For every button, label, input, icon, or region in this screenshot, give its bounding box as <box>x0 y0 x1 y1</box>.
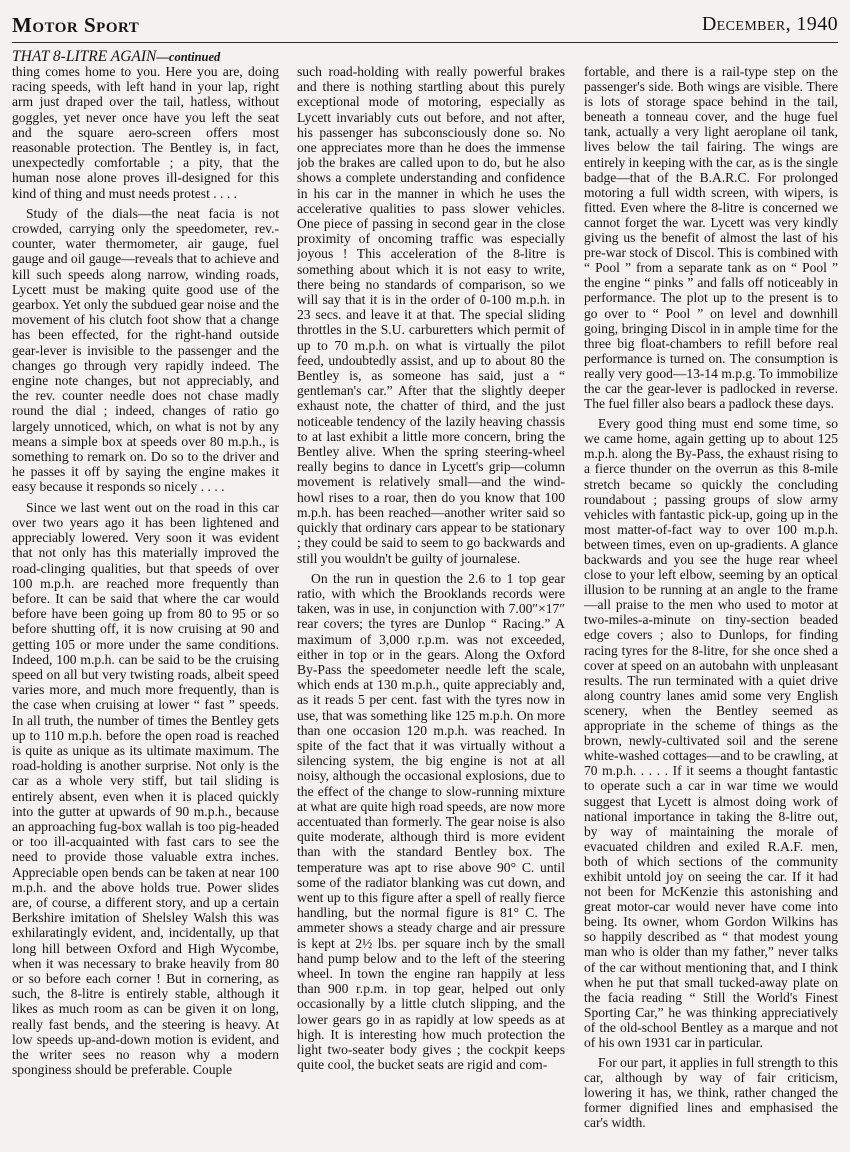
paragraph: Every good thing must end some time, so we came home, again getting up to about 125 m.p.h. along the By-Pass, the exhaust rising to a fierce thunder on the overrun as this 8-mile stretch became so quickly the concluding roundabout ; passing groups of slow army vehicles with fantastic pick-up, going up in the most matter-of-fact way to over 100 m.p.h. between times, even on up-gradients. A glance backwards and you see the huge rear wheel close to your left elbow, seeming by an optical illusion to be running at an angle to the frame—all praise to the men who used to motor at two-miles-a-minute on tiny-section beaded edge covers ; also to Dunlops, for finding racing tyres for the 8-litre, for she once shed a cover at speed on an autobahn with unpleasant results. The run terminated with a quiet drive along country lanes amid some very English scenery, when the Bentley seemed as appropriate in the scheme of things as the brown, newly-cultivated soil and the serene white-washed cottages—and to be crawling, at 70 m.p.h. . . . . If it seems a thought fantastic to operate such a car in war time we would suggest that Lycett is almost doing work of national importance in taking the 8-litre out, by way of maintaining the morale of evacuated children and exiled R.A.F. men, both of which sections of the community exhibit untold joy on seeing the car. If it had not been for McKenzie this astonishing and great motor-car would never have come into being. Its owner, whom Gordon Wilkins has so happily described as “ that modest young man who is older than my father,” never talks of the car without mentioning that, and I think when he put that small tucked-away plate on the facia reading “ Still the World's Finest Sporting Car,” he was thinking appreciatively of the old-school Bentley as a marque and not of his own 1931 car in particular. <box>584 416 838 1050</box>
paragraph: For our part, it applies in full strength to this car, although by way of fair criticism, lowering it has, we think, rather changed the former dignified lines and emphasised the car's width. <box>584 1055 838 1131</box>
paragraph: fortable, and there is a rail-type step on the passenger's side. Both wings are visible. There is lots of storage space behind in the tail, beneath a tonneau cover, and the huge fuel tank, actually a very light aeroplane oil tank, lives below the tail fairing. The wings are entirely in keeping with the car, as is the single badge—that of the B.A.R.C. For prolonged motoring a full width screen, with wipers, is fitted. Even where the 8-litre is concerned we cannot forget the war. Lycett was very kindly giving us the benefit of almost the last of his pre-war stock of Discol. This is combined with “ Pool ” from a separate tank as on “ Pool ” the engine “ pinks ” and falls off noticeably in performance. The plot up to the present is to go over to “ Pool ” on level and downhill going, bringing Discol in in ample time for the three big float-chambers to refill before real performance is turned on. The consumption is really very good—13-14 m.p.g. To immobilize the car the gear-lever is padlocked in reverse. The fuel filler also bears a padlock these days. <box>584 64 838 412</box>
page-header <box>12 8 838 43</box>
issue-date: December, 1940 <box>701 13 838 35</box>
paragraph: such road-holding with really powerful brakes and there is nothing startling about this purely exceptional mode of motoring, especially as Lycett invariably cuts out before, and not after, his passenger has subconsciously done so. No one appreciates more than he does the immense job the brakes are called upon to do, but he also shows a complete understanding and confidence in his car in the manner in which he uses the accelerative qualities to pass slower vehicles. One piece of passing in second gear in the close proximity of oncoming traffic was especially joyous ! This acceleration of the 8-litre is something about which it is not easy to write, there being no standards of comparison, so we will say that it is in the order of 0-100 m.p.h. in 23 secs. and leave it at that. The special sliding throttles in the S.U. carburetters which permit of up to 70 m.p.h. on what is virtually the pilot feed, undoubtedly assist, and up to about 80 the Bentley is, as someone has said, just a “ gentleman's car.” After that the slightly deeper exhaust note, the chatter of third, and the just noticeable tendency of the lazily heaving chassis to at last exhibit a little more concern, bring the Bentley alive. When the spring steering-wheel really begins to dance in Lycett's grip—column movement is relatively small—and the wind-howl rises to a roar, then do you know that 100 m.p.h. has been reached—another writer said so quickly that ordinary cars appear to be stationary ; they could be said to seem to go backwards and still you wouldn't be guilty of journalese. <box>297 64 565 566</box>
article-title-text: THAT 8-LITRE AGAIN <box>12 48 157 65</box>
text-column-1 <box>12 64 279 1146</box>
paragraph: Since we last went out on the road in this car over two years ago it has been lightened and appreciably lowered. Very soon it was evident that not only has this materially improved the road-clinging qualities, but that speeds of over 100 m.p.h. are reached more frequently than before. It can be said that where the car would before have been going up from 80 to 95 or so before shutting off, it is now cruising at 90 and getting 105 or more under the same conditions. Indeed, 100 m.p.h. can be said to be the cruising speed on all but very twisting roads, albeit speed varies more, and much more frequently, than is the case when cruising at lower “ fast ” speeds. In all truth, the number of times the Bentley gets up to 110 m.p.h. before the open road is reached is quite as unique as its ultimate maximum. The road-holding is another surprise. Not only is the car as a whole very stiff, but tail sliding is entirely absent, even when it is placed quickly into the gutter at upwards of 90 m.p.h., because an approaching fug-box wallah is too pig-headed or too ill-acquainted with fast cars to see the need to provide those valuable extra inches. Appreciable open bends can be taken at near 100 m.p.h. and the above holds true. Power slides are, of course, a different story, and up a certain Berkshire imitation of Shelsley Walsh this was exhilaratingly evident, and, incidentally, up that long hill between Oxford and High Wycombe, when it was necessary to brake heavily from 80 or so before each corner ! But in cornering, as such, the 8-litre is entirely stable, although it likes as much room as can be given it on long, really fast bends, and the steering is heavy. At low speeds up-and-down motion is evident, and the writer sees no reason why a modern sponginess should be preferable. Couple <box>12 499 279 1078</box>
text-column-3 <box>584 64 838 1146</box>
continued-label: —continued <box>156 50 221 64</box>
paragraph: Study of the dials—the neat facia is not crowded, carrying only the speedometer, rev.-counter, water thermometer, air gauge, fuel gauge and oil gauge—reveals that to achieve and kill such speeds along narrow, winding roads, Lycett must be making quite good use of the gearbox. Yet only the subdued gear noise and the movement of his clutch foot show that a change has been effected, for the right-hand outside gear-lever is invisible to the passenger and the changes go through very rapidly indeed. The engine note changes, but not appreciably, and the rev. counter needle does not chase madly round the dial ; indeed, changes of ratio go largely unnoticed, which, on what is not by any means a simple box at speeds over 80 m.p.h., is something to remark on. Do so to the driver and he passes it off by saying the engine makes it easy because it responds so nicely . . . . <box>12 205 279 495</box>
paragraph: On the run in question the 2.6 to 1 top gear ratio, with which the Brooklands records were taken, was in use, in conjunction with 7.00″×17″ rear covers; the tyres are Dunlop “ Racing.” A maximum of 3,000 r.p.m. was not exceeded, either in top or in the gears. Along the Oxford By-Pass the speedometer needle left the scale, which ends at 130 m.p.h., quite appreciably and, as it reads 5 per cent. fast with the tyres now in use, that was something like 125 m.p.h. On more than one occasion 120 m.p.h. was reached. In spite of the fact that it was virtually without a silencing system, the big engine is not at all noisy, although the occasional explosions, due to the effect of the change to slow-running mixture at what are quite high road speeds, are now more accentuated than formerly. The gear noise is also quite moderate, although third is more evident than with the standard Bentley box. The temperature was apt to rise above 90° C. until some of the radiator blanking was cut down, and went up to this figure after a spell of really fierce handling, but the normal figure is 81° C. The ammeter shows a steady charge and air pressure is kept at 2½ lbs. per square inch by the small hand pump below and to the left of the steering wheel. In town the engine ran happily at less than 900 r.p.m. in top gear, helped out only occasionally by a little clutch slipping, and the lower gears go in as rapidly at low speeds as at high. It is interesting how much protection the light two-seater body gives ; the cockpit keeps quite cool, the bucket seats are rigid and com- <box>297 570 565 1073</box>
text-column-2 <box>297 64 565 1146</box>
paragraph: thing comes home to you. Here you are, doing racing speeds, with left hand in your lap, right arm just draped over the tail, hatless, without goggles, yet never once have you left the seat and the square aero-screen offers most reasonable protection. The Bentley is, in fact, unexpectedly comfortable ; a pity, that the human nose alone proves ill-designed for this kind of thing and must needs protest . . . . <box>12 64 279 201</box>
publication-name: Motor Sport <box>12 13 140 37</box>
